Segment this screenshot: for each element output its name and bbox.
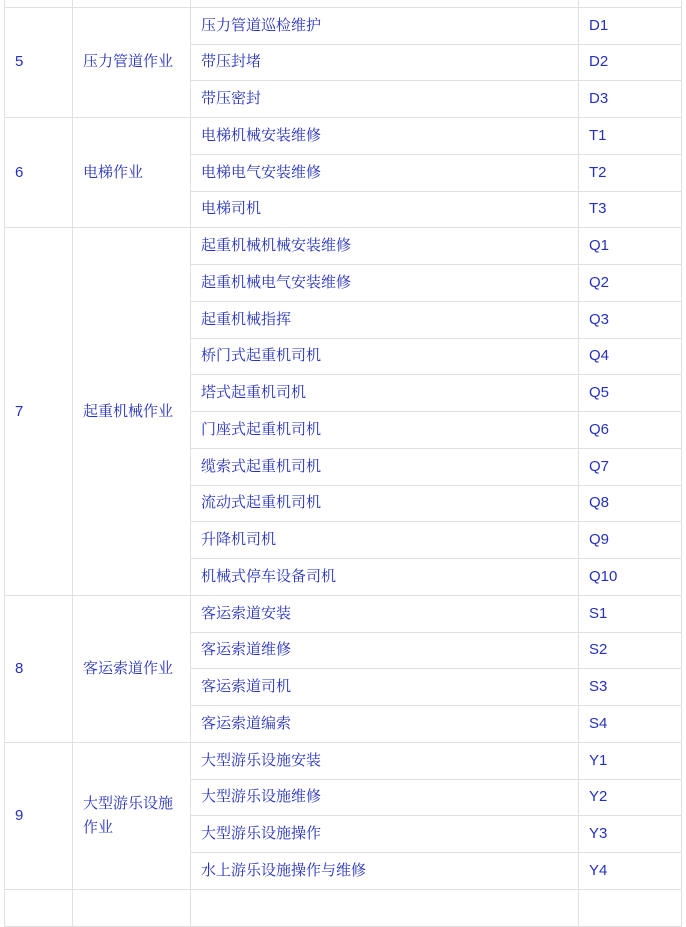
item-name-cell: 客运索道维修 [191, 632, 579, 669]
item-code-cell: Q3 [579, 301, 682, 338]
section-category-cell: 电梯作业 [73, 118, 191, 228]
item-name-cell: 电梯电气安装维修 [191, 154, 579, 191]
table-row [5, 228, 682, 265]
table-row [5, 118, 682, 155]
item-code-cell: T1 [579, 118, 682, 155]
item-name-cell: 客运索道编索 [191, 706, 579, 743]
item-name-cell: 电梯司机 [191, 191, 579, 228]
item-code-cell: Y4 [579, 853, 682, 890]
table-row [5, 7, 682, 44]
item-code-cell: Q7 [579, 448, 682, 485]
item-code-cell: Q8 [579, 485, 682, 522]
item-name-cell: 门座式起重机司机 [191, 412, 579, 449]
empty-cell [579, 0, 682, 7]
item-name-cell: 机械式停车设备司机 [191, 559, 579, 596]
item-name-cell: 塔式起重机司机 [191, 375, 579, 412]
item-code-cell: Q4 [579, 338, 682, 375]
section-number-cell: 6 [5, 118, 73, 228]
section-number-cell: 8 [5, 595, 73, 742]
item-code-cell: Y1 [579, 742, 682, 779]
item-name-cell: 电梯机械安装维修 [191, 118, 579, 155]
item-name-cell: 带压封堵 [191, 44, 579, 81]
item-name-cell: 缆索式起重机司机 [191, 448, 579, 485]
table-body [5, 0, 682, 926]
item-name-cell: 升降机司机 [191, 522, 579, 559]
special-equipment-operations-table [4, 0, 682, 927]
section-category-cell: 客运索道作业 [73, 595, 191, 742]
section-number-cell: 9 [5, 742, 73, 889]
item-name-cell: 起重机械指挥 [191, 301, 579, 338]
empty-cell [73, 0, 191, 7]
item-name-cell: 水上游乐设施操作与维修 [191, 853, 579, 890]
empty-cell [579, 889, 682, 926]
item-name-cell: 压力管道巡检维护 [191, 7, 579, 44]
item-code-cell: D1 [579, 7, 682, 44]
item-code-cell: D3 [579, 81, 682, 118]
empty-cell [5, 889, 73, 926]
section-category-cell: 起重机械作业 [73, 228, 191, 596]
item-code-cell: Q2 [579, 265, 682, 302]
table-row [5, 742, 682, 779]
item-name-cell: 桥门式起重机司机 [191, 338, 579, 375]
empty-cell [5, 0, 73, 7]
item-name-cell: 带压密封 [191, 81, 579, 118]
item-name-cell: 大型游乐设施安装 [191, 742, 579, 779]
item-code-cell: D2 [579, 44, 682, 81]
item-name-cell: 客运索道司机 [191, 669, 579, 706]
item-name-cell: 起重机械电气安装维修 [191, 265, 579, 302]
item-code-cell: Q6 [579, 412, 682, 449]
section-number-cell: 5 [5, 7, 73, 117]
item-code-cell: Y3 [579, 816, 682, 853]
table-row [5, 595, 682, 632]
item-name-cell: 流动式起重机司机 [191, 485, 579, 522]
item-code-cell: T2 [579, 154, 682, 191]
item-name-cell: 客运索道安装 [191, 595, 579, 632]
item-code-cell: S1 [579, 595, 682, 632]
empty-cell [191, 0, 579, 7]
item-name-cell: 大型游乐设施维修 [191, 779, 579, 816]
item-code-cell: T3 [579, 191, 682, 228]
item-code-cell: Q1 [579, 228, 682, 265]
section-category-cell: 大型游乐设施作业 [73, 742, 191, 889]
item-name-cell: 大型游乐设施操作 [191, 816, 579, 853]
item-code-cell: S3 [579, 669, 682, 706]
table-container [4, 0, 682, 927]
item-code-cell: Q10 [579, 559, 682, 596]
partial-row-top [5, 0, 682, 7]
empty-cell [73, 889, 191, 926]
section-category-cell: 压力管道作业 [73, 7, 191, 117]
empty-cell [191, 889, 579, 926]
section-number-cell: 7 [5, 228, 73, 596]
partial-row-bottom [5, 889, 682, 926]
item-code-cell: Q5 [579, 375, 682, 412]
item-code-cell: Q9 [579, 522, 682, 559]
item-name-cell: 起重机械机械安装维修 [191, 228, 579, 265]
item-code-cell: S4 [579, 706, 682, 743]
item-code-cell: S2 [579, 632, 682, 669]
item-code-cell: Y2 [579, 779, 682, 816]
